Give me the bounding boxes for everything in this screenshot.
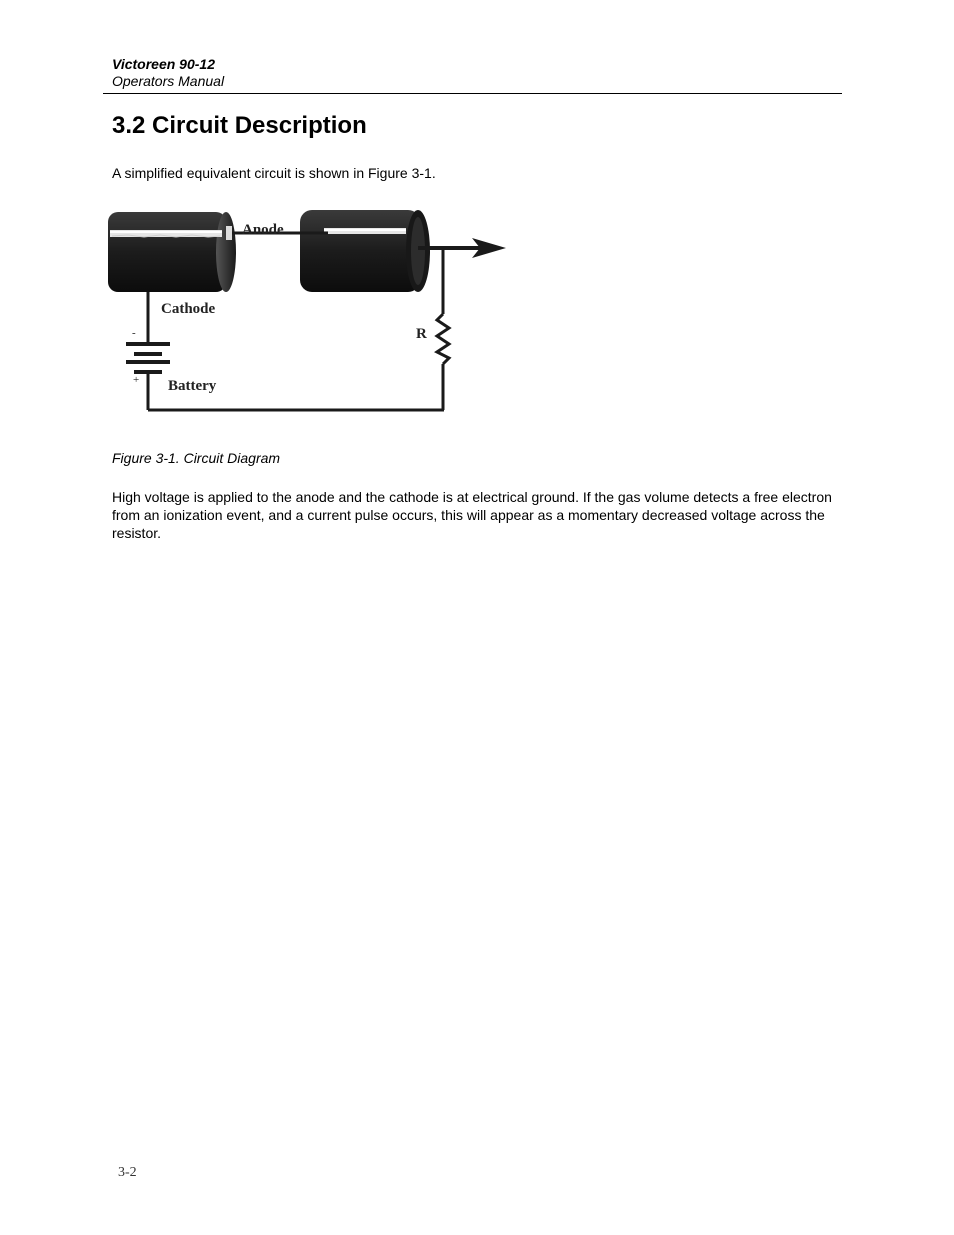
body-paragraph: High voltage is applied to the anode and the cathode is at electrical ground. If the gas volume detects a free electron from an ionization event, and a current pulse occurs, this will appear as a momentary decreased voltage across the resistor.	[112, 489, 832, 541]
section-heading: 3.2 Circuit Description	[112, 112, 367, 139]
anode-label: Anode	[242, 222, 284, 238]
figure-caption: Figure 3-1. Circuit Diagram	[112, 450, 281, 466]
battery-negative-sign: -	[132, 327, 136, 339]
header-divider	[103, 93, 842, 94]
page-number: 3-2	[118, 1165, 137, 1180]
battery-label: Battery	[168, 378, 217, 394]
intro-text: A simplified equivalent circuit is shown in Figure 3-1.	[112, 165, 436, 181]
anode-cylinder	[300, 210, 430, 292]
document-title: Victoreen 90-12	[112, 56, 215, 72]
resistor-icon	[437, 314, 449, 364]
cathode-cylinder	[108, 212, 236, 292]
battery-icon	[126, 342, 170, 374]
circuit-diagram	[88, 196, 522, 422]
circuit-diagram-graphic	[88, 196, 522, 422]
resistor-label: R	[416, 326, 427, 342]
battery-positive-sign: +	[133, 374, 140, 386]
document-subtitle: Operators Manual	[112, 73, 225, 89]
page-header	[112, 56, 841, 90]
cathode-label: Cathode	[161, 301, 216, 317]
